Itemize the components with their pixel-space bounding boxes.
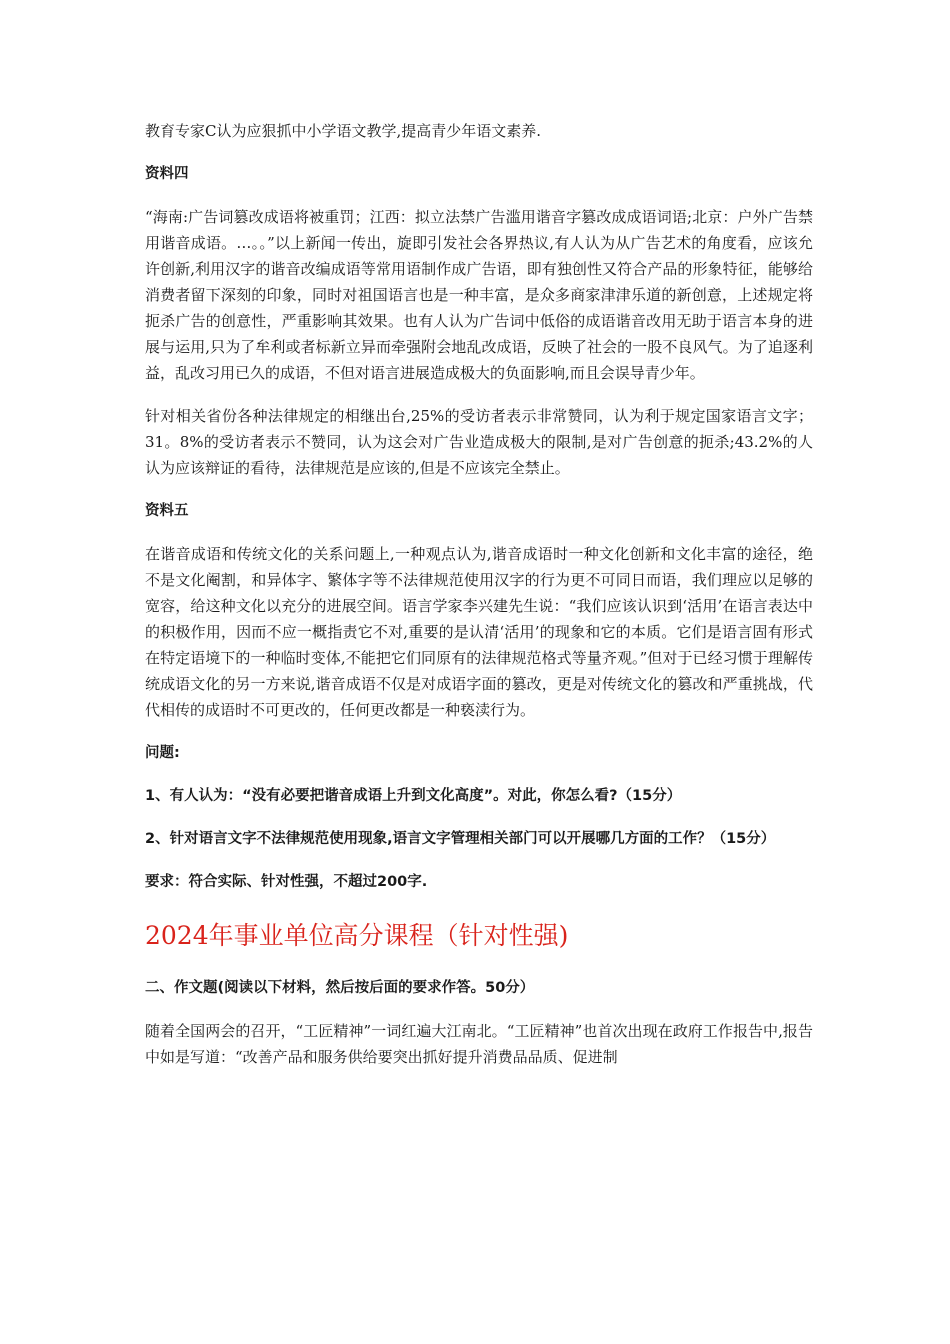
material-5-paragraph: 在谐音成语和传统文化的关系问题上,一种观点认为,谐音成语时一种文化创新和文化丰富的途径，绝不是文化阉割，和异体字、繁体字等不法律规范使用汉字的行为更不可同日而语，我们理应以足够的宽容，给这种文化以充分的进展空间。语言学家李兴建先生说：“我们应该认识到‘活用’在语言表达中的积极作用，因而不应一概指责它不对,重要的是认清‘活用’的现象和它的本质。它们是语言固有形式在特定语境下的一种临时变体,不能把它们同原有的法律规范格式等量齐观。”但对于已经习惯于理解传统成语文化的另一方来说,谐音成语不仅是对成语字面的篡改，更是对传统文化的篡改和严重挑战，代代相传的成语时不可更改的，任何更改都是一种亵渎行为。 [145,545,813,719]
material-4-paragraph-2: 针对相关省份各种法律规定的相继出台,25%的受访者表示非常赞同，认为利于规定国家语言文字；31。8%的受访者表示不赞同，认为这会对广告业造成极大的限制,是对广告创意的扼杀;43.2%的人认为应该辩证的看待，法律规范是应该的,但是不应该完全禁止。 [145,407,813,477]
heading-material-4: 资料四 [145,166,189,182]
heading-questions: 问题: [145,745,180,761]
intro-paragraph: 教育专家C认为应狠抓中小学语文教学,提高青少年语文素养. [145,122,542,140]
question-2: 2、针对语言文字不法律规范使用现象,语言文字管理相关部门可以开展哪几方面的工作？（15分） [145,831,776,847]
material-4-paragraph-1: “海南:广告词篡改成语将被重罚；江西：拟立法禁广告滥用谐音字篡改成成语词语;北京：户外广告禁用谐音成语。…。。”以上新闻一传出，旋即引发社会各界热议,有人认为从广告艺术的角度看，应该允许创新,利用汉字的谐音改编成语等常用语制作成广告语，即有独创性又符合产品的形象特征，能够给消费者留下深刻的印象，同时对祖国语言也是一种丰富，是众多商家津津乐道的新创意，上述规定将扼杀广告的创意性，严重影响其效果。也有人认为广告词中低俗的成语谐音改用无助于语言本身的进展与运用,只为了牟利或者标新立异而牵强附会地乱改成语，反映了社会的一股不良风气。为了追逐利益，乱改习用已久的成语，不但对语言进展造成极大的负面影响,而且会误导青少年。 [145,208,813,382]
heading-essay: 二、作文题(阅读以下材料，然后按后面的要求作答。50分） [145,980,535,996]
heading-material-5: 资料五 [145,503,189,519]
essay-paragraph: 随着全国两会的召开，“工匠精神”一词红遍大江南北。“工匠精神”也首次出现在政府工作报告中,报告中如是写道：“改善产品和服务供给要突出抓好提升消费品品质、促进制 [145,1022,813,1066]
document-page [145,118,813,1070]
requirement-text: 要求：符合实际、针对性强，不超过200字. [145,874,428,890]
promo-heading: 2024年事业单位高分课程（针对性强) [145,921,569,950]
question-1: 1、有人认为：“没有必要把谐音成语上升到文化高度”。对此，你怎么看?（15分） [145,788,682,804]
